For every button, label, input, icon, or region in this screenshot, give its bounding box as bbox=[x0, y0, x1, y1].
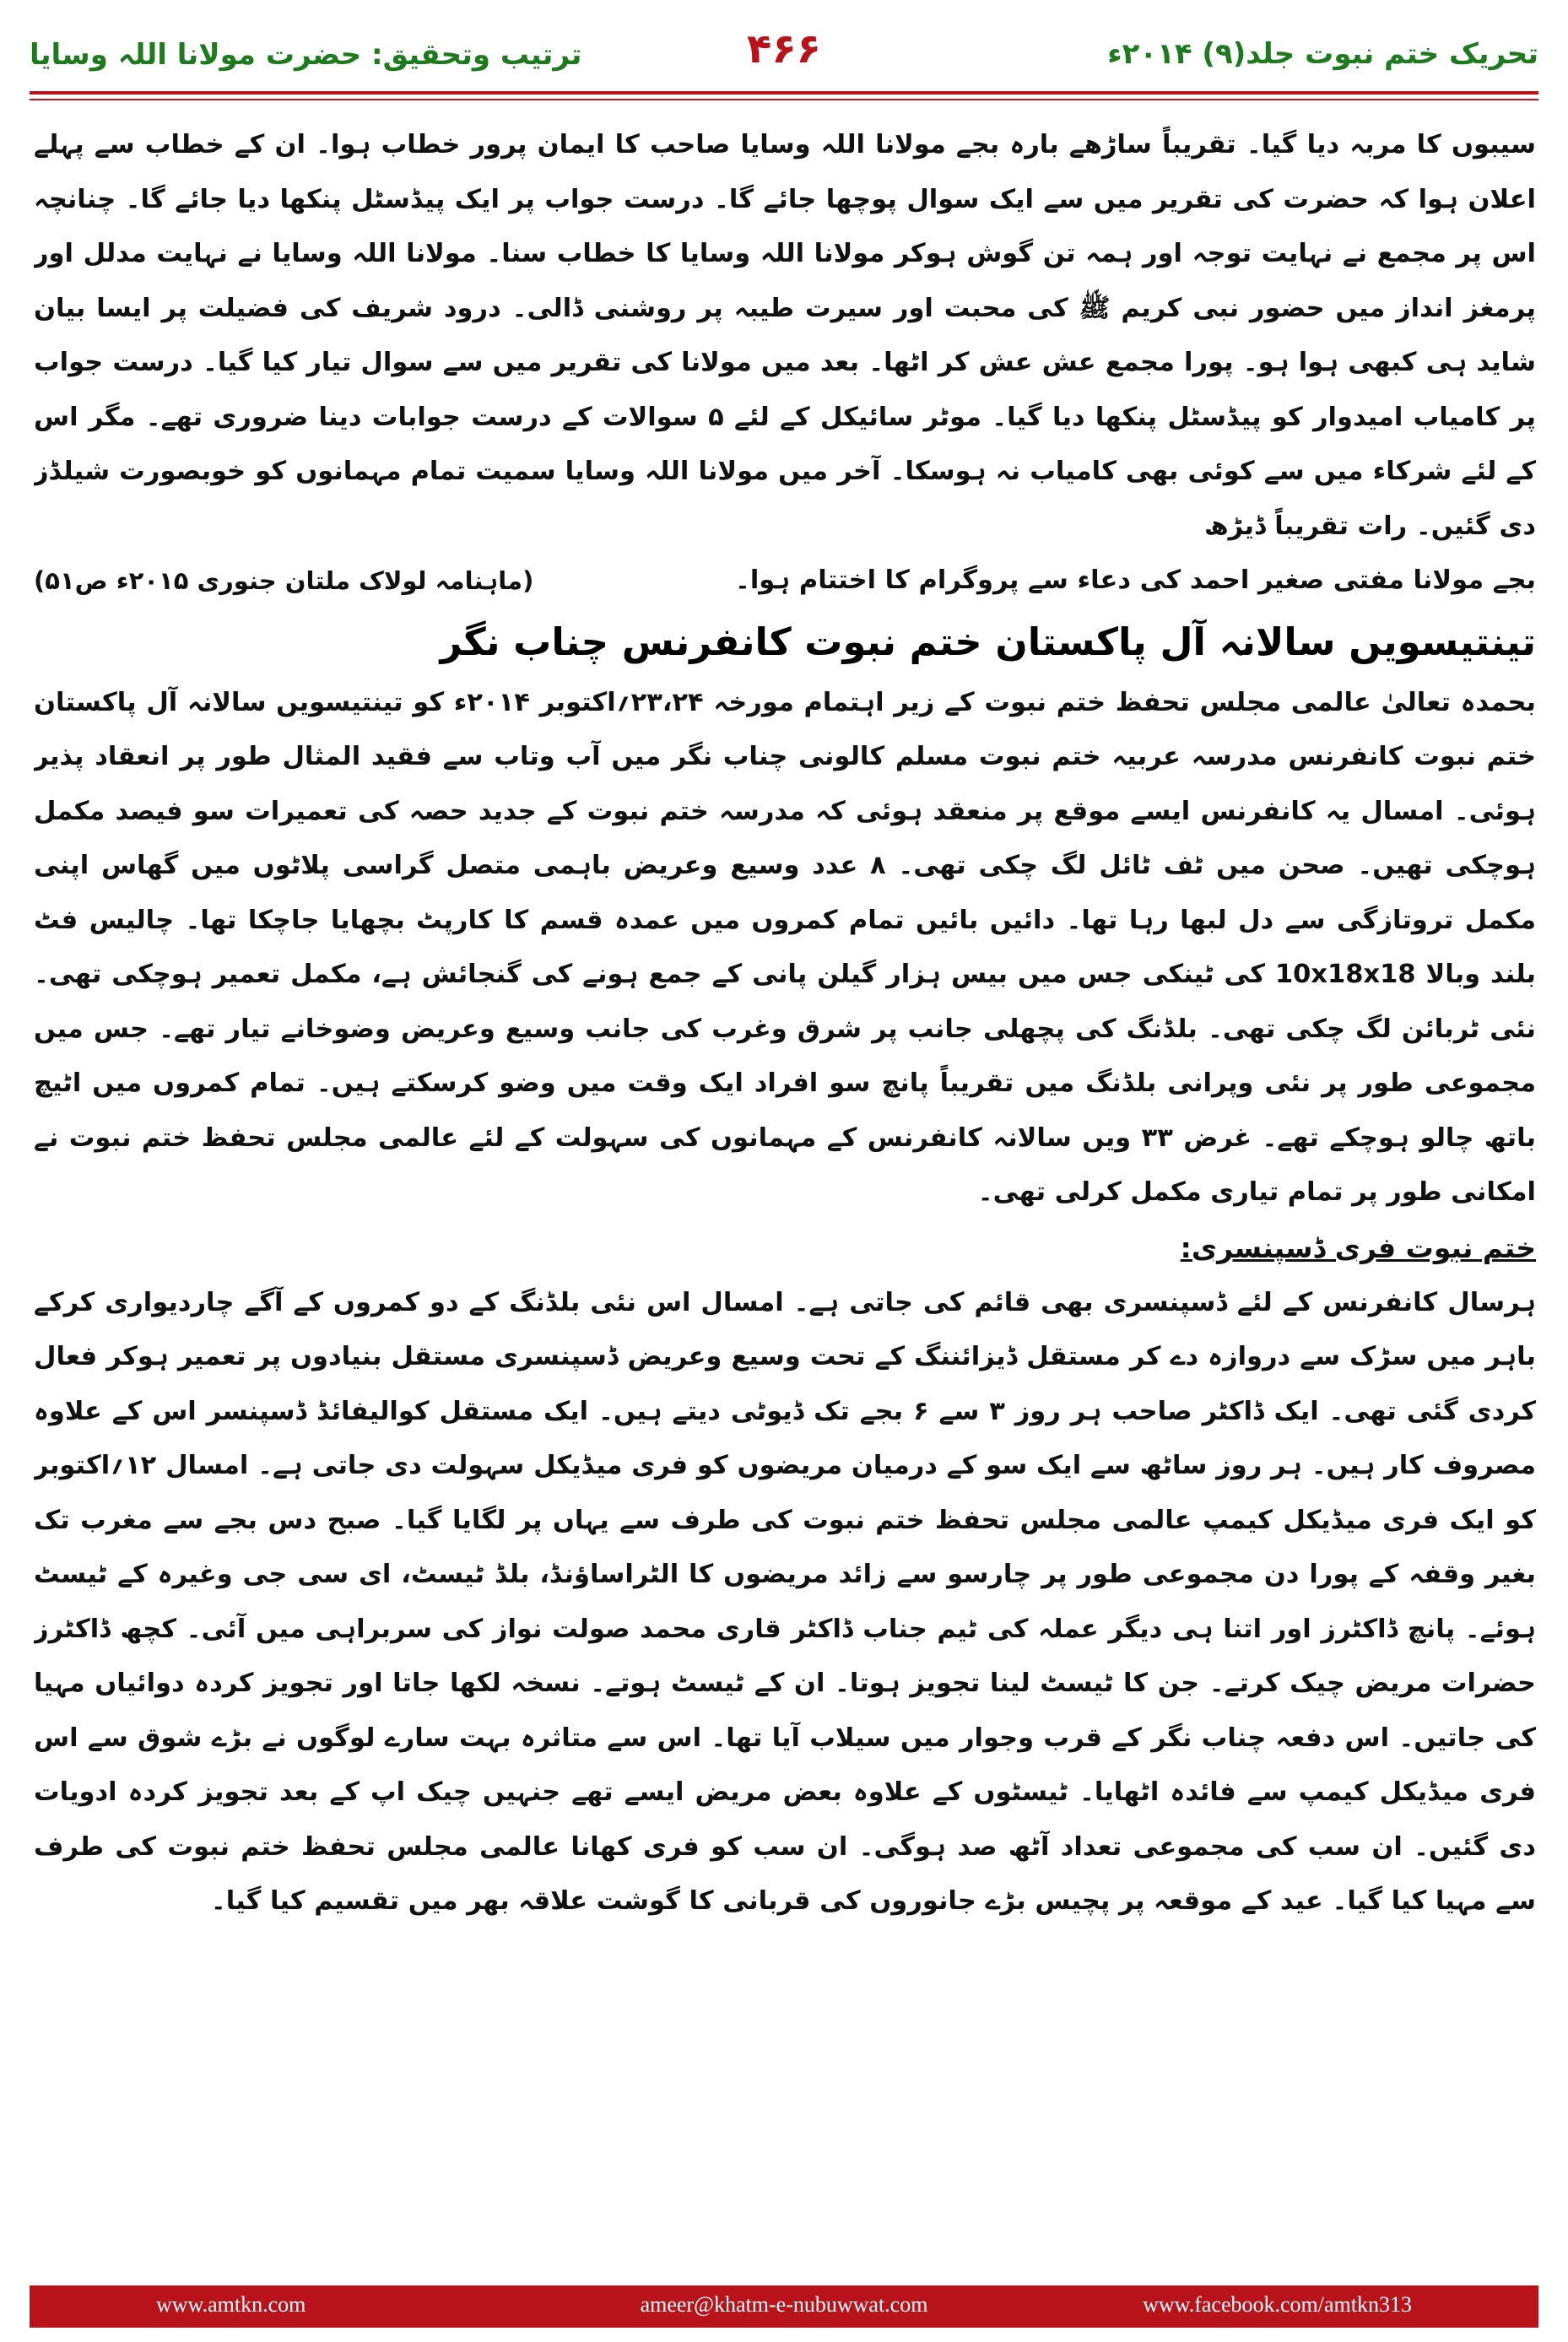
page-number: ۴۶۶ bbox=[747, 25, 821, 73]
subheading: ختم نبوت فری ڈسپنسری: bbox=[1180, 1230, 1536, 1264]
header-compiler: ترتیب وتحقیق: حضرت مولانا اللہ وسایا bbox=[30, 38, 582, 72]
footer-email-link[interactable]: ameer@khatm-e-nubuwwat.com bbox=[640, 2292, 928, 2317]
header-rule-thin bbox=[30, 99, 1538, 100]
section-title: تینتیسویں سالانہ آل پاکستان ختم نبوت کانفرنس چناب نگر bbox=[440, 619, 1536, 664]
paragraph-1-end: بجے مولانا مفتی صغیر احمد کی دعاء سے پروگرام کا اختتام ہوا۔ bbox=[734, 565, 1536, 595]
page-header bbox=[30, 19, 1538, 86]
source-reference: (ماہنامہ لولاک ملتان جنوری ۲۰۱۵ء ص۵۱) bbox=[34, 566, 534, 595]
page-footer bbox=[30, 2285, 1538, 2328]
paragraph-2: بحمدہ تعالیٰ عالمی مجلس تحفظ ختم نبوت کے زیر اہتمام مورخہ ۲۳،۲۴؍اکتوبر ۲۰۱۴ء کو تینتیسویں سالانہ آل پاکستان ختم نبوت کانفرنس مدرسہ عربیہ ختم نبوت مسلم کالونی چناب نگر میں آب وتاب سے فقید المثال طور پر انعقاد پذیر ہوئی۔ امسال یہ کانفرنس ایسے موقع پر منعقد ہوئی کہ مدرسہ ختم نبوت کے جدید حصہ کی تعمیرات سو فیصد مکمل ہوچکی تھیں۔ صحن میں ٹف ٹائل لگ چکی تھی۔ ۸ عدد وسیع وعریض باہمی متصل گراسی پلاٹوں میں گھاس اپنی مکمل تروتازگی سے دل لبھا رہا تھا۔ دائیں بائیں تمام کمروں میں عمدہ قسم کا کارپٹ بچھایا جاچکا تھا۔ چالیس فٹ بلند وبالا 10x18x18 کی ٹینکی جس میں بیس ہزار گیلن پانی کے جمع ہونے کی گنجائش ہے، مکمل تعمیر ہوچکی تھی۔ نئی ٹربائن لگ چکی تھی۔ بلڈنگ کی پچھلی جانب پر شرق وغرب کی جانب وسیع وعریض وضوخانے تیار تھے۔ جس میں مجموعی طور پر نئی وپرانی بلڈنگ میں تقریباً پانچ سو افراد ایک وقت میں وضو کرسکتے ہیں۔ تمام کمروں میں اٹیچ باتھ چالو ہوچکے تھے۔ غرض ۳۳ ویں سالانہ کانفرنس کے مہمانوں کی سہولت کے لئے عالمی مجلس تحفظ ختم نبوت نے امکانی طور پر تمام تیاری مکمل کرلی تھی۔ bbox=[34, 687, 1536, 1207]
paragraph-3: ہرسال کانفرنس کے لئے ڈسپنسری بھی قائم کی جاتی ہے۔ امسال اس نئی بلڈنگ کے دو کمروں کے آگے چاردیواری کرکے باہر میں سڑک سے دروازہ دے کر مستقل ڈیزائننگ کے تحت وسیع وعریض ڈسپنسری مستقل بنیادوں پر تعمیر ہوکر فعال کردی گئی تھی۔ ایک ڈاکٹر صاحب ہر روز ۳ سے ۶ بجے تک ڈیوٹی دیتے ہیں۔ ایک مستقل کوالیفائڈ ڈسپنسر اس کے علاوہ مصروف کار ہیں۔ ہر روز ساٹھ سے ایک سو کے درمیان مریضوں کو فری میڈیکل سہولت دی جاتی ہے۔ امسال ۱۲؍اکتوبر کو ایک فری میڈیکل کیمپ عالمی مجلس تحفظ ختم نبوت کی طرف سے یہاں پر لگایا گیا۔ صبح دس بجے سے مغرب تک بغیر وقفہ کے پورا دن مجموعی طور پر چارسو سے زائد مریضوں کا الٹراساؤنڈ، بلڈ ٹیسٹ، ای سی جی وغیرہ کے ٹیسٹ ہوئے۔ پانچ ڈاکٹرز اور اتنا ہی دیگر عملہ کی ٹیم جناب ڈاکٹر قاری محمد صولت نواز کی سربراہی میں آئی۔ کچھ ڈاکٹرز حضرات مریض چیک کرتے۔ جن کا ٹیسٹ لینا تجویز ہوتا۔ ان کے ٹیسٹ ہوتے۔ نسخہ لکھا جاتا اور تجویز کردہ دوائیاں مہیا کی جاتیں۔ اس دفعہ چناب نگر کے قرب وجوار میں سیلاب آیا تھا۔ اس سے متاثرہ بہت سارے لوگوں نے بڑے شوق سے اس فری میڈیکل کیمپ سے فائدہ اٹھایا۔ ٹیسٹوں کے علاوہ بعض مریض ایسے تھے جنہیں چیک اپ کے بعد تجویز کردہ ادویات دی گئیں۔ ان سب کی مجموعی تعداد آٹھ صد ہوگی۔ ان سب کو فری کھانا عالمی مجلس تحفظ ختم نبوت کی طرف سے مہیا کیا گیا۔ عید کے موقعہ پر پچیس بڑے جانوروں کی قربانی کا گوشت علاقہ بھر میں تقسیم کیا گیا۔ bbox=[34, 1287, 1536, 1916]
footer-website-link[interactable]: www.amtkn.com bbox=[156, 2292, 306, 2317]
paragraph-1: سیبوں کا مربہ دیا گیا۔ تقریباً ساڑھے بارہ بجے مولانا اللہ وسایا صاحب کا ایمان پرور خطاب ہوا۔ ان کے خطاب سے پہلے اعلان ہوا کہ حضرت کی تقریر میں سے ایک سوال پوچھا جائے گا۔ درست جواب پر ایک پیڈسٹل پنکھا دیا جائے گا۔ چنانچہ اس پر مجمع نے نہایت توجہ اور ہمہ تن گوش ہوکر مولانا اللہ وسایا کا خطاب سنا۔ مولانا اللہ وسایا نے نہایت مدلل اور پرمغز انداز میں حضور نبی کریم ﷺ کی محبت اور سیرت طیبہ پر روشنی ڈالی۔ درود شریف کی فضیلت پر ایسا بیان شاید ہی کبھی ہوا ہو۔ پورا مجمع عش عش کر اٹھا۔ بعد میں مولانا کی تقریر میں سے سوال تیار کیا گیا۔ درست جواب پر کامیاب امیدوار کو پیڈسٹل پنکھا دیا گیا۔ موٹر سائیکل کے لئے ۵ سوالات کے درست جوابات دینا ضروری تھے۔ مگر اس کے لئے شرکاء میں سے کوئی بھی کامیاب نہ ہوسکا۔ آخر میں مولانا اللہ وسایا سمیت تمام مہمانوں کو خوبصورت شیلڈز دی گئیں۔ رات تقریباً ڈیڑھ bbox=[34, 130, 1536, 541]
page-body bbox=[34, 118, 1536, 2266]
footer-facebook-link[interactable]: www.facebook.com/amtkn313 bbox=[1143, 2292, 1412, 2317]
header-book-title: تحریک ختم نبوت جلد(۹) ۲۰۱۴ء bbox=[1107, 37, 1538, 71]
header-rule bbox=[30, 91, 1538, 95]
paragraph-1-end-line bbox=[34, 554, 1536, 608]
